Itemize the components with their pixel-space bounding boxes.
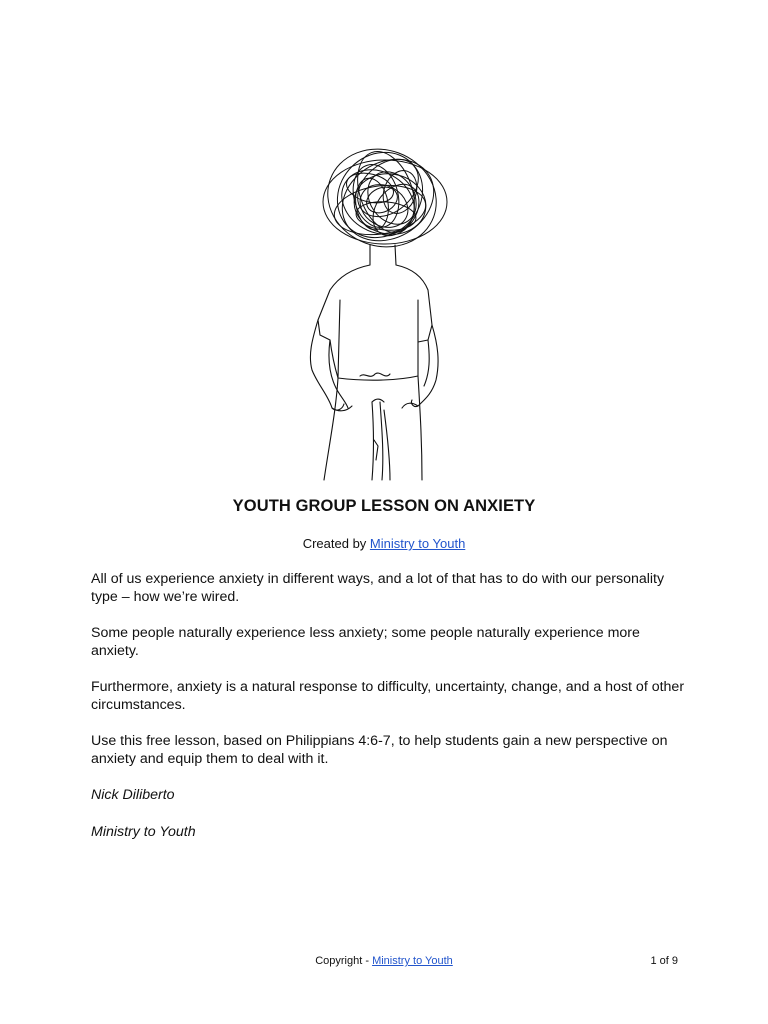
signature-name: Nick Diliberto (91, 787, 175, 803)
page-indicator: 1 of 9 (650, 955, 678, 967)
created-by-line (0, 536, 768, 551)
paragraph: Furthermore, anxiety is a natural response to difficulty, uncertainty, change, and a host of other circumstances. (91, 679, 685, 713)
created-by-label: Created by (302, 536, 370, 551)
ministry-to-youth-link[interactable]: Ministry to Youth (369, 536, 466, 551)
paragraph: Some people naturally experience less anxiety; some people naturally experience more anxiety. (91, 625, 640, 659)
paragraph: All of us experience anxiety in different ways, and a lot of that has to do with our personality type – how we’re wired. (91, 571, 665, 605)
anxious-person-illustration (300, 140, 470, 485)
copyright-label: Copyright - (315, 955, 373, 967)
document-title: YOUTH GROUP LESSON ON ANXIETY (232, 497, 536, 515)
signature-org: Ministry to Youth (91, 823, 196, 840)
footer-ministry-link[interactable]: Ministry to Youth (372, 955, 453, 967)
document-body (91, 571, 691, 860)
scribble-head (314, 140, 450, 262)
paragraph: Use this free lesson, based on Philippians 4:6-7, to help students gain a new perspective on anxiety and equip them to deal with it. (91, 733, 668, 767)
